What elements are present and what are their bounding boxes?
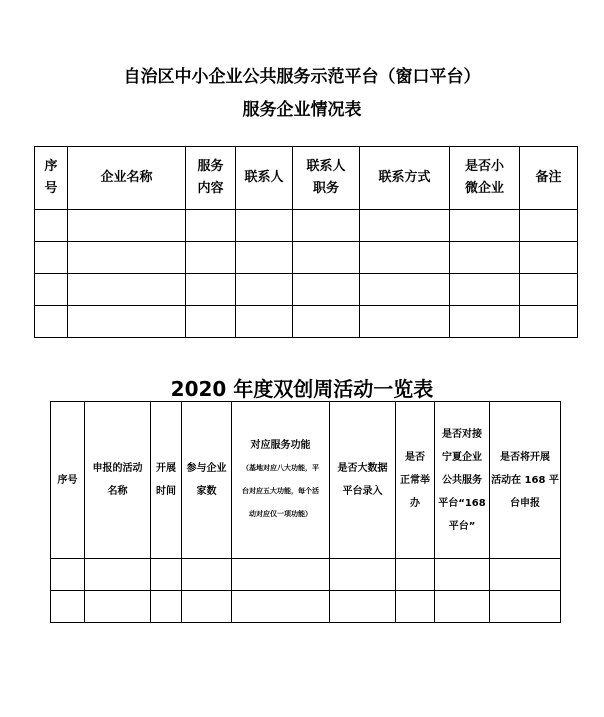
col-bigdata-entry: 是否大数据 平台录入 xyxy=(330,402,396,559)
document-title: 自治区中小企业公共服务示范平台（窗口平台） xyxy=(123,67,481,87)
table-row xyxy=(51,591,561,623)
table-cell xyxy=(232,591,330,623)
table-cell xyxy=(236,242,293,274)
table-row xyxy=(35,274,578,306)
col-declare-168: 是否将开展 活动在 168 平 台申报 xyxy=(490,402,561,559)
table-cell xyxy=(85,591,151,623)
col-enterprise-count: 参与企业 家数 xyxy=(182,402,232,559)
table-cell xyxy=(186,210,236,242)
col-service-function-note: （基地对应八大功能，平 台对应五大功能，每个活 动对应仅一项功能） xyxy=(242,464,319,518)
table1-body xyxy=(35,210,578,338)
table-cell xyxy=(182,559,232,591)
col-remark: 备注 xyxy=(520,147,578,210)
table-cell xyxy=(520,306,578,338)
table-cell xyxy=(236,274,293,306)
col-enterprise-name: 企业名称 xyxy=(68,147,186,210)
table-cell xyxy=(520,210,578,242)
table-cell xyxy=(68,242,186,274)
table-row xyxy=(35,306,578,338)
table-cell xyxy=(360,274,450,306)
table-row xyxy=(35,242,578,274)
table-cell xyxy=(236,306,293,338)
table-cell xyxy=(293,306,360,338)
table-row xyxy=(51,559,561,591)
col-service-function-label: 对应服务功能 xyxy=(250,440,311,451)
col-normally-held: 是否 正常举 办 xyxy=(396,402,435,559)
col-contact-method: 联系方式 xyxy=(360,147,450,210)
table-cell xyxy=(182,591,232,623)
table-cell xyxy=(450,306,520,338)
table-cell xyxy=(396,591,435,623)
table-cell xyxy=(490,559,561,591)
table-cell xyxy=(330,591,396,623)
table-cell xyxy=(51,559,85,591)
col-contact: 联系人 xyxy=(236,147,293,210)
table-cell xyxy=(68,210,186,242)
table-cell xyxy=(360,210,450,242)
table-cell xyxy=(396,559,435,591)
table-cell xyxy=(51,591,85,623)
table-cell xyxy=(151,591,182,623)
table-cell xyxy=(236,210,293,242)
table-cell xyxy=(186,306,236,338)
table-header-row xyxy=(35,147,578,210)
table-row xyxy=(35,210,578,242)
table-cell xyxy=(450,242,520,274)
col-service-function xyxy=(232,402,330,559)
col-contact-title: 联系人 职务 xyxy=(293,147,360,210)
table-cell xyxy=(450,210,520,242)
table-cell xyxy=(68,306,186,338)
table2-body xyxy=(51,559,561,623)
table-cell xyxy=(293,274,360,306)
table-cell xyxy=(435,591,490,623)
table-cell xyxy=(293,210,360,242)
table-cell xyxy=(232,559,330,591)
table-cell xyxy=(360,306,450,338)
table-cell xyxy=(35,242,68,274)
table-cell xyxy=(35,210,68,242)
col-seq: 序号 xyxy=(51,402,85,559)
table-cell xyxy=(85,559,151,591)
col-seq: 序 号 xyxy=(35,147,68,210)
table-cell xyxy=(520,274,578,306)
table-cell xyxy=(68,274,186,306)
col-small-micro: 是否小 微企业 xyxy=(450,147,520,210)
table-cell xyxy=(151,559,182,591)
table-cell xyxy=(435,559,490,591)
table-cell xyxy=(520,242,578,274)
activity-table xyxy=(50,401,561,623)
table-cell xyxy=(360,242,450,274)
col-start-time: 开展 时间 xyxy=(151,402,182,559)
table-cell xyxy=(35,306,68,338)
table-cell xyxy=(186,242,236,274)
document-subtitle: 服务企业情况表 xyxy=(242,100,362,120)
table-cell xyxy=(490,591,561,623)
col-activity-name: 申报的活动 名称 xyxy=(85,402,151,559)
service-enterprise-table xyxy=(34,146,578,338)
table-header-row xyxy=(51,402,561,559)
table-cell xyxy=(450,274,520,306)
col-connect-168: 是否对接 宁夏企业 公共服务 平台“168 平台” xyxy=(435,402,490,559)
table-cell xyxy=(35,274,68,306)
table-cell xyxy=(186,274,236,306)
col-service-content: 服务 内容 xyxy=(186,147,236,210)
table-cell xyxy=(293,242,360,274)
section-title: 2020 年度双创周活动一览表 xyxy=(170,377,434,401)
table-cell xyxy=(330,559,396,591)
